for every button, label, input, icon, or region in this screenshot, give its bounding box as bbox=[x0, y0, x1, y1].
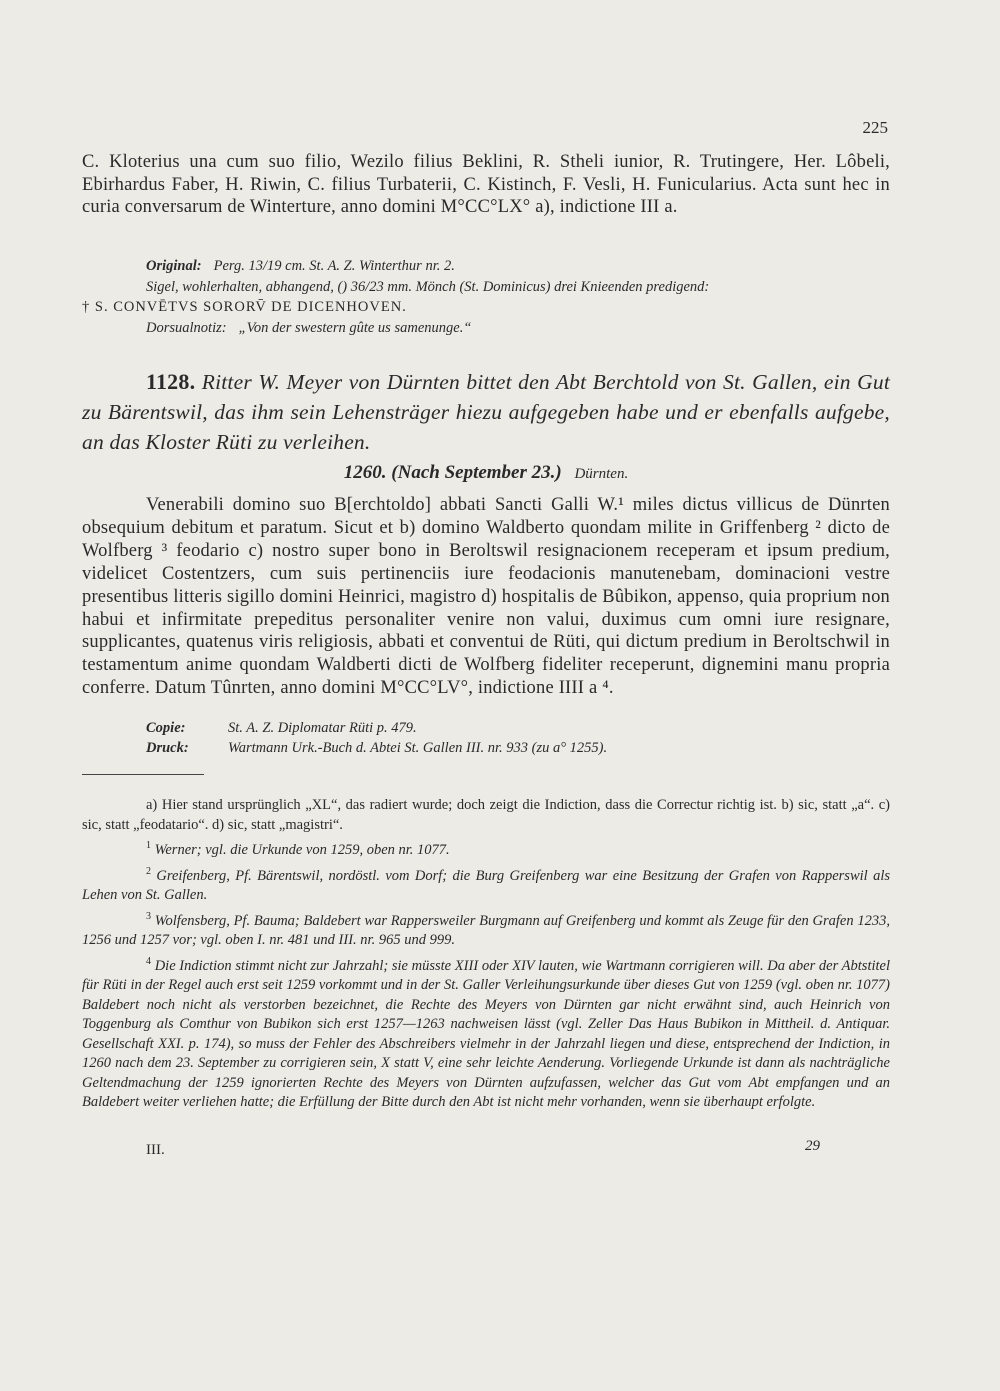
dorsal-note bbox=[82, 318, 890, 339]
page-number: 225 bbox=[862, 118, 888, 137]
document-date: 1260. (Nach September 23.) bbox=[343, 462, 562, 483]
footnote-2 bbox=[82, 867, 890, 906]
sheet-number: 29 bbox=[805, 1138, 820, 1154]
original-text: Perg. 13/19 cm. St. A. Z. Winterthur nr. 2. bbox=[213, 258, 455, 274]
date-line bbox=[82, 462, 890, 484]
footnote-4 bbox=[82, 957, 890, 1113]
footnote-text: Hier stand ursprünglich „XL“, das radiert wurde; doch zeigt die Indiction, dass die Correctur richtig ist. b) sic, statt „a“. c) sic, statt „feodatario“. d) sic, statt „magistri“. bbox=[82, 797, 890, 833]
document-number: 1128. bbox=[146, 369, 196, 394]
footnote-a bbox=[82, 796, 890, 835]
seal-legend: † S. CONVĒTVS SORORV̄ DE DICENHOVEN. bbox=[82, 299, 407, 315]
footnote-ref: 3 bbox=[146, 910, 151, 922]
footnote-3 bbox=[82, 912, 890, 951]
footnote-divider bbox=[82, 774, 204, 775]
print-label: Druck: bbox=[146, 740, 189, 756]
footnote-text: Werner; vgl. die Urkunde von 1259, oben nr. 1077. bbox=[154, 842, 450, 858]
footnote-ref: a) bbox=[146, 797, 158, 813]
footnote-text: Wolfensberg, Pf. Bauma; Baldebert war Rappersweiler Burgmann auf Greifenberg und kommt als Zeuge für den Grafen 1233, 1256 und 1257 vor; vgl. oben I. nr. 481 und III. nr. 965 und 999. bbox=[82, 912, 890, 948]
footnote-text: Greifenberg, Pf. Bärentswil, nordöstl. vom Dorf; die Burg Greifenberg war eine Besitzung der Grafen von Rapperswil als Lehen von St. Gallen. bbox=[82, 867, 891, 903]
footnote-ref: 2 bbox=[146, 865, 151, 877]
print-note bbox=[146, 738, 607, 758]
dorsal-text: „Von der swestern gûte us samenunge.“ bbox=[238, 319, 472, 336]
signature-mark: III. bbox=[146, 1142, 165, 1158]
intro-paragraph: C. Kloterius una cum suo filio, Wezilo filius Beklini, R. Stheli iunior, R. Trutingere, Her. Lôbeli, Ebirhardus Faber, H. Riwin, C. filius Turbaterii, C. Kistinch, F. Vesli, H. Funicularius. Acta sunt hec in curia conversarum de Winterture, anno domini M°CC°LX° a), indictione III a. bbox=[82, 152, 890, 217]
copy-label: Copie: bbox=[146, 720, 186, 736]
archive-notes bbox=[82, 256, 890, 338]
regest-text: Ritter W. Meyer von Dürnten bittet den Abt Berchtold von St. Gallen, ein Gut zu Bärentswil, das ihm sein Lehensträger hiezu aufgegeben habe und er ebenfalls aufgebe, an das Kloster Rüti zu verleihen. bbox=[82, 370, 891, 454]
print-text: Wartmann Urk.-Buch d. Abtei St. Gallen III. nr. 933 (zu a° 1255). bbox=[228, 740, 608, 756]
copy-text: St. A. Z. Diplomatar Rüti p. 479. bbox=[228, 720, 417, 736]
copy-note bbox=[146, 718, 607, 738]
seal-note: Sigel, wohlerhalten, abhangend, () 36/23 mm. Mönch (St. Dominicus) drei Knieenden predigend: bbox=[146, 278, 710, 295]
dorsal-label: Dorsualnotiz: bbox=[146, 319, 227, 336]
regest bbox=[82, 367, 890, 457]
footnote-text: Die Indiction stimmt nicht zur Jahrzahl; sie müsste XIII oder XIV lauten, wie Wartmann corrigieren will. Da aber der Abtstitel für Rüti in der Regel auch erst seit 1259 vorkommt und in der St. Galler Verleihungsurkunde über dieses Gut von 1259 (vgl. oben nr. 1077) Baldebert noch nicht als verstorben bezeichnet, die Rechte des Meyers von Dürnten gar nicht erwähnt sind, auch Heinrich von Toggenburg als Comthur von Bubikon sich erst 1257—1263 nachweisen lässt (vgl. Zeller Das Haus Bubikon in Mittheil. d. Antiquar. Gesellschaft XXI. p. 174), so muss der Fehler des Abschreibers vielmehr in der Jahrzahl liegen und diese, entsprechend der Indiction, in 1260 nach dem 23. September zu corrigieren sein, X statt V, eine sehr leichte Aenderung. Vorliegende Urkunde ist dann als nachträgliche Geltendmachung der 1259 ignorierten Rechte des Meyers von Dürnten aufzufassen, welcher das Gut vom Abt empfangen und an Baldebert weiter verliehen hatte; die Erfüllung der Bitte durch den Abt ist nicht mehr vorhanden, wenn sie überhaupt erfolgte. bbox=[82, 957, 890, 1110]
original-note bbox=[82, 256, 890, 277]
footnote-1 bbox=[82, 841, 890, 861]
document-text: Venerabili domino suo B[erchtoldo] abbati Sancti Galli W.¹ miles dictus villicus de Dünrten obsequium debitum et paratum. Sicut et b) domino Waldberto quondam milite in Griffenberg ² dicto de Wolfberg ³ feodario c) nostro super bono in Beroltswil resignacionem receperam et ipsum predium, videlicet Costentzers, cum suis pertinenciis iure feodacionis manutenebam, dominacioni vestre presentibus litteris sigillo domini Heinrici, magistro d) hospitalis de Bûbikon, appenso, quia proprium non habui et infirmitate prepeditus personaliter venire non valui, duximus cum omni iure resignare, supplicantes, quatenus viris religiosis, abbati et conventui de Rüti, qui dictum predium in Beroltschwil in testamentum anime quondam Waldberti dicti de Wolfberg fideliter receperunt, dignemini manu propria conferre. Datum Tûnrten, anno domini M°CC°LV°, indictione IIII a ⁴. bbox=[82, 495, 890, 699]
footnote-ref: 4 bbox=[146, 955, 151, 967]
footnotes bbox=[82, 796, 890, 1119]
footnote-ref: 1 bbox=[146, 840, 151, 852]
document-place: Dürnten. bbox=[574, 466, 629, 482]
source-notes bbox=[146, 718, 607, 758]
original-label: Original: bbox=[146, 258, 202, 274]
